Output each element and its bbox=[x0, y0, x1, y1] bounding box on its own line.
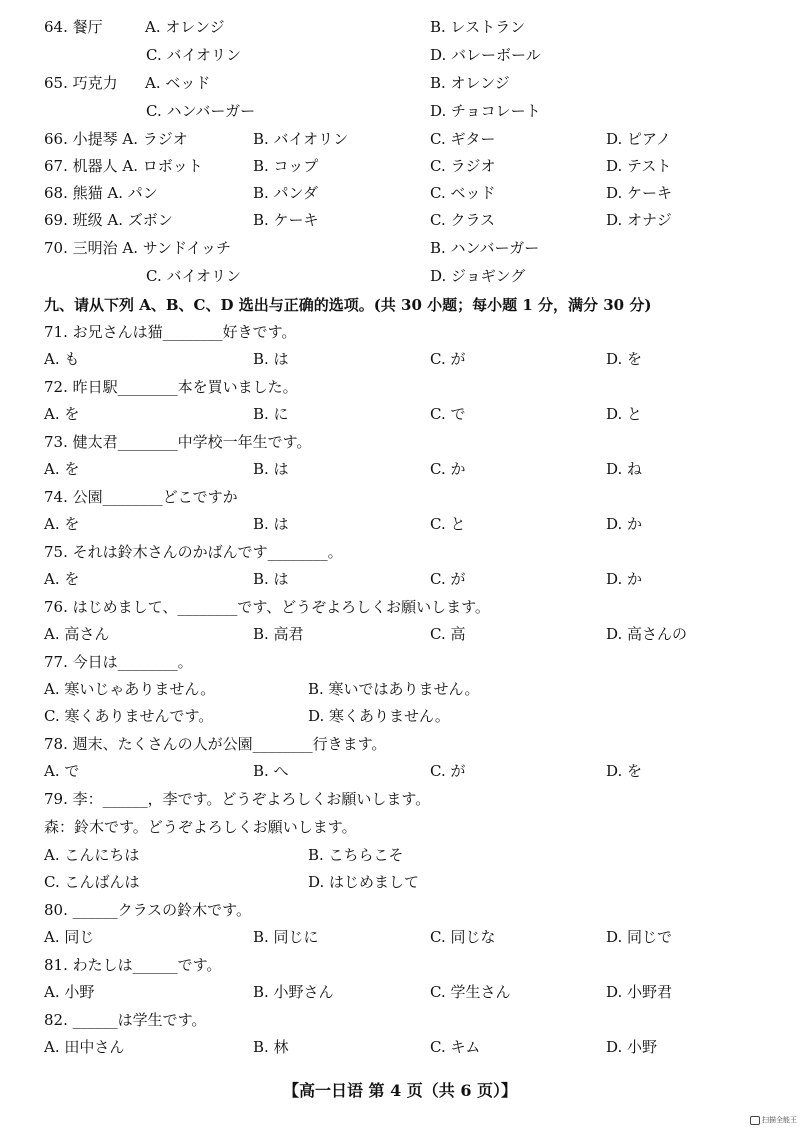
option-d: D. ね bbox=[606, 460, 643, 478]
option-d: D. オナジ bbox=[606, 211, 672, 229]
question-65 bbox=[0, 70, 800, 96]
option-c: C. が bbox=[430, 570, 466, 588]
question-73 bbox=[0, 429, 800, 455]
question-68 bbox=[0, 180, 800, 206]
question-78-options bbox=[0, 758, 800, 784]
question-stem: 72. 昨日駅________本を買いました。 bbox=[44, 378, 298, 396]
question-64 bbox=[0, 14, 800, 40]
option-c: C. 寒くありませんです。 bbox=[44, 707, 214, 725]
option-a: A. ベッド bbox=[145, 74, 211, 92]
option-d: D. 小野君 bbox=[606, 983, 673, 1001]
scanner-watermark bbox=[750, 1115, 798, 1129]
question-75-options bbox=[0, 566, 800, 592]
option-b: B. 小野さん bbox=[253, 983, 334, 1001]
question-stem: 65. 巧克力 bbox=[44, 74, 118, 92]
question-74-options bbox=[0, 511, 800, 537]
question-77-options-cd bbox=[0, 703, 800, 729]
question-69 bbox=[0, 207, 800, 233]
section-title: 九、请从下列 A、B、C、D 选出与正确的选项。(共 30 小题；每小题 1 分，满分 30 分) bbox=[44, 296, 652, 314]
option-a: A. も bbox=[44, 350, 80, 368]
question-65-cont bbox=[0, 98, 800, 124]
option-d: D. チョコレート bbox=[430, 102, 541, 120]
option-b: B. 寒いではありません。 bbox=[308, 680, 480, 698]
option-a: A. を bbox=[44, 460, 80, 478]
question-79-options-cd bbox=[0, 869, 800, 895]
option-b: B. 同じに bbox=[253, 928, 319, 946]
option-b: B. は bbox=[253, 460, 289, 478]
question-stem: 76. はじめまして、________です、どうぞよろしくお願いします。 bbox=[44, 598, 490, 616]
scanner-logo-icon bbox=[750, 1116, 760, 1125]
question-stem: 79. 李：______，李です。どうぞよろしくお願いします。 bbox=[44, 790, 431, 808]
option-b: B. こちらこそ bbox=[308, 846, 404, 864]
question-stem: 74. 公園________どこですか bbox=[44, 488, 238, 506]
option-b: B. は bbox=[253, 515, 289, 533]
question-stem: 71. お兄さんは猫________好きです。 bbox=[44, 323, 297, 341]
option-a: A. 寒いじゃありません。 bbox=[44, 680, 216, 698]
question-stem: 80. ______クラスの鈴木です。 bbox=[44, 901, 251, 919]
option-c: C. バイオリン bbox=[146, 267, 242, 285]
question-stem: 73. 健太君________中学校一年生です。 bbox=[44, 433, 312, 451]
option-b: B. 高君 bbox=[253, 625, 304, 643]
option-d: D. ケーキ bbox=[606, 184, 673, 202]
option-a: A. で bbox=[44, 762, 80, 780]
option-c: C. クラス bbox=[430, 211, 496, 229]
option-b: B. は bbox=[253, 570, 289, 588]
option-b: B. パンダ bbox=[253, 184, 318, 202]
question-stem: 82. ______は学生です。 bbox=[44, 1011, 207, 1029]
question-80 bbox=[0, 897, 800, 923]
question-71 bbox=[0, 319, 800, 345]
scanner-logo-text: 扫描全能王 bbox=[762, 1116, 797, 1124]
option-d: D. か bbox=[606, 570, 643, 588]
question-67 bbox=[0, 153, 800, 179]
option-a: A. を bbox=[44, 570, 80, 588]
option-a: A. を bbox=[44, 405, 80, 423]
option-b: B. バイオリン bbox=[253, 130, 349, 148]
question-stem: 67. 机器人 A. ロボット bbox=[44, 157, 203, 175]
option-d: D. と bbox=[606, 405, 643, 423]
option-c: C. と bbox=[430, 515, 466, 533]
question-64-cont bbox=[0, 42, 800, 68]
question-81 bbox=[0, 952, 800, 978]
option-c: C. が bbox=[430, 350, 466, 368]
question-stem: 81. わたしは______です。 bbox=[44, 956, 222, 974]
option-a: A. 田中さん bbox=[44, 1038, 125, 1056]
option-d: D. ジョギング bbox=[430, 267, 526, 285]
option-b: B. ケーキ bbox=[253, 211, 319, 229]
option-a: A. を bbox=[44, 515, 80, 533]
option-c: C. 同じな bbox=[430, 928, 496, 946]
option-d: D. テスト bbox=[606, 157, 672, 175]
option-d: D. 同じで bbox=[606, 928, 673, 946]
question-stem: 69. 班级 A. ズボン bbox=[44, 211, 173, 229]
option-a: A. 高さん bbox=[44, 625, 110, 643]
page-footer: 【高一日语 第 4 页（共 6 页）】 bbox=[282, 1081, 518, 1100]
question-74 bbox=[0, 484, 800, 510]
option-a: A. 同じ bbox=[44, 928, 95, 946]
option-d: D. バレーボール bbox=[430, 46, 541, 64]
question-stem: 78. 週末、たくさんの人が公園________行きます。 bbox=[44, 735, 387, 753]
question-79-dialogue bbox=[0, 814, 800, 840]
option-b: B. オレンジ bbox=[430, 74, 510, 92]
option-a: A. こんにちは bbox=[44, 846, 140, 864]
question-78 bbox=[0, 731, 800, 757]
option-b: B. レストラン bbox=[430, 18, 526, 36]
option-d: D. を bbox=[606, 350, 643, 368]
option-d: D. 小野 bbox=[606, 1038, 658, 1056]
question-79 bbox=[0, 786, 800, 812]
question-72-options bbox=[0, 401, 800, 427]
option-b: B. ハンバーガー bbox=[430, 239, 540, 257]
question-stem: 64. 餐厅 bbox=[44, 18, 103, 36]
option-c: C. ハンバーガー bbox=[146, 102, 256, 120]
option-d: D. ピアノ bbox=[606, 130, 671, 148]
option-b: B. は bbox=[253, 350, 289, 368]
question-82 bbox=[0, 1007, 800, 1033]
option-c: C. で bbox=[430, 405, 466, 423]
option-c: C. キム bbox=[430, 1038, 481, 1056]
option-b: B. へ bbox=[253, 762, 289, 780]
option-d: D. 寒くありません。 bbox=[308, 707, 450, 725]
question-77-options-ab bbox=[0, 676, 800, 702]
option-c: C. ベッド bbox=[430, 184, 496, 202]
question-stem: 66. 小提琴 A. ラジオ bbox=[44, 130, 188, 148]
question-81-options bbox=[0, 979, 800, 1005]
option-b: B. 林 bbox=[253, 1038, 289, 1056]
question-80-options bbox=[0, 924, 800, 950]
question-76-options bbox=[0, 621, 800, 647]
question-66 bbox=[0, 126, 800, 152]
question-stem: 75. それは鈴木さんのかばんです________。 bbox=[44, 543, 343, 561]
option-c: C. 高 bbox=[430, 625, 466, 643]
option-c: C. 学生さん bbox=[430, 983, 511, 1001]
question-71-options bbox=[0, 346, 800, 372]
option-d: D. 高さんの bbox=[606, 625, 688, 643]
question-stem: 77. 今日は________。 bbox=[44, 653, 193, 671]
option-d: D. はじめまして bbox=[308, 873, 420, 891]
question-77 bbox=[0, 649, 800, 675]
option-d: D. を bbox=[606, 762, 643, 780]
question-stem: 70. 三明治 A. サンドイッチ bbox=[44, 239, 231, 257]
option-c: C. か bbox=[430, 460, 466, 478]
option-a: A. オレンジ bbox=[145, 18, 225, 36]
option-c: C. ギター bbox=[430, 130, 496, 148]
question-75 bbox=[0, 539, 800, 565]
question-stem-line2: 森：鈴木です。どうぞよろしくお願いします。 bbox=[44, 818, 357, 836]
question-73-options bbox=[0, 456, 800, 482]
option-b: B. コップ bbox=[253, 157, 319, 175]
question-72 bbox=[0, 374, 800, 400]
section-heading bbox=[0, 292, 800, 318]
question-70 bbox=[0, 235, 800, 261]
option-c: C. ラジオ bbox=[430, 157, 496, 175]
question-79-options-ab bbox=[0, 842, 800, 868]
question-82-options bbox=[0, 1034, 800, 1060]
option-c: C. バイオリン bbox=[146, 46, 242, 64]
question-76 bbox=[0, 594, 800, 620]
option-c: C. が bbox=[430, 762, 466, 780]
question-70-cont bbox=[0, 263, 800, 289]
option-c: C. こんばんは bbox=[44, 873, 140, 891]
option-d: D. か bbox=[606, 515, 643, 533]
option-b: B. に bbox=[253, 405, 289, 423]
option-a: A. 小野 bbox=[44, 983, 95, 1001]
question-stem: 68. 熊猫 A. パン bbox=[44, 184, 158, 202]
